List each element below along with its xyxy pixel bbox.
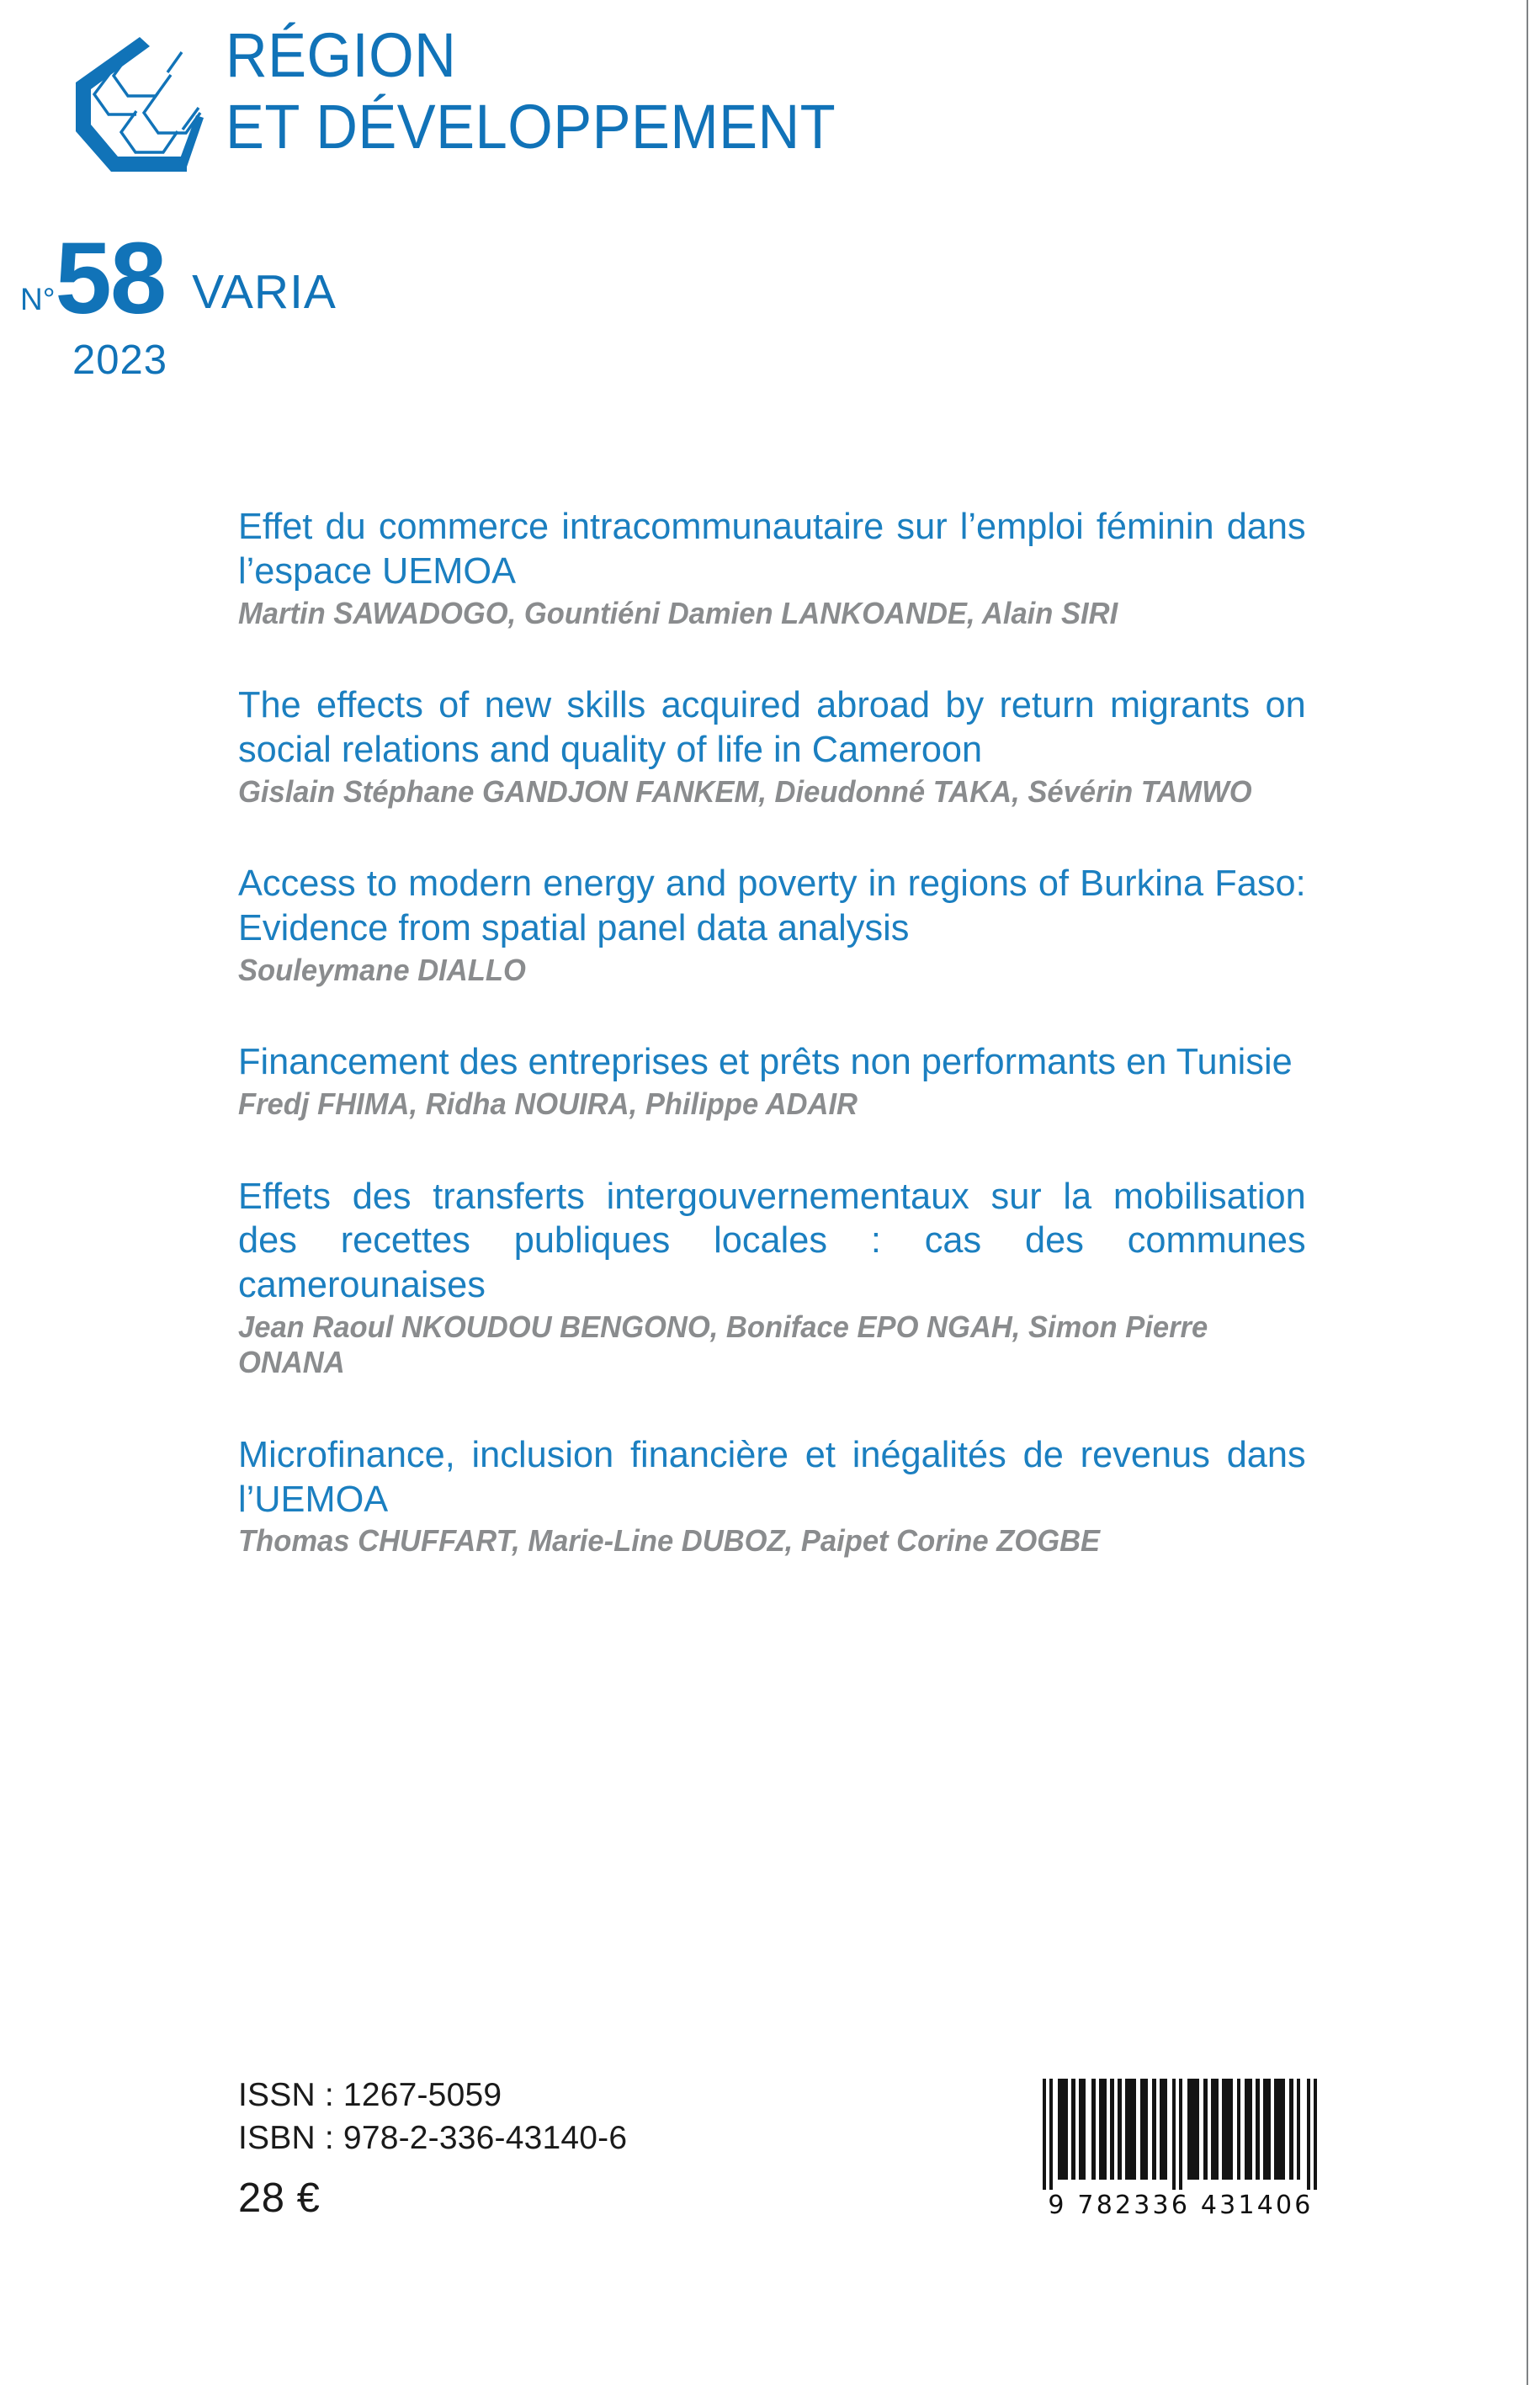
- article-authors: Fredj FHIMA, Ridha NOUIRA, Philippe ADAIR: [238, 1086, 858, 1122]
- article-title: Effets des transferts intergouvernementaux sur la mobilisation des recettes publiques locales : cas des communes camerounaises: [238, 1175, 1306, 1306]
- cover-footer: [238, 2074, 1324, 2222]
- price-label: 28 €: [238, 2175, 321, 2222]
- journal-masthead: [59, 20, 882, 187]
- article-authors: Martin SAWADOGO, Gountiéni Damien LANKOANDE, Alain SIRI: [238, 595, 1118, 630]
- article-title: Access to modern energy and poverty in regions of Burkina Faso: Evidence from spatial panel data analysis: [238, 863, 1306, 948]
- article-title: The effects of new skills acquired abroad by return migrants on social relations and quality of life in Cameroon: [238, 684, 1306, 770]
- barcode-bars: [1038, 2079, 1324, 2190]
- issue-block: [20, 220, 337, 421]
- article-entry: [238, 1040, 1322, 1122]
- barcode-digits: 9 782336 431406: [1048, 2191, 1314, 2221]
- article-authors: Gislain Stéphane GANDJON FANKEM, Dieudonné TAKA, Sévérin TAMWO: [238, 773, 1252, 809]
- hexagon-honeycomb-logo: [59, 30, 207, 187]
- article-title: Effet du commerce intracommunautaire sur l’emploi féminin dans l’espace UEMOA: [238, 506, 1306, 592]
- issue-year: 2023: [72, 337, 168, 383]
- article-title: Microfinance, inclusion financière et inégalités de revenus dans l’UEMOA: [238, 1433, 1306, 1520]
- article-entry: [238, 505, 1322, 631]
- issue-number-prefix: N°: [20, 282, 56, 316]
- journal-title-line-2: ET DÉVELOPPEMENT: [226, 91, 836, 162]
- isbn-line: ISBN : 978-2-336-43140-6: [238, 2119, 628, 2156]
- identifier-block: [238, 2074, 627, 2222]
- ean13-barcode: [1038, 2079, 1324, 2220]
- article-title: Financement des entreprises et prêts non performants en Tunisie: [238, 1041, 1293, 1083]
- article-entry: [238, 1433, 1322, 1559]
- article-authors: Souleymane DIALLO: [238, 952, 526, 987]
- article-authors: Thomas CHUFFART, Marie-Line DUBOZ, Paipet Corine ZOGBE: [238, 1523, 1101, 1559]
- right-margin: [1528, 0, 1540, 2385]
- article-list: [238, 505, 1322, 1612]
- article-authors: Jean Raoul NKOUDOU BENGONO, Boniface EPO NGAH, Simon Pierre ONANA: [238, 1309, 1208, 1380]
- article-entry: [238, 862, 1322, 988]
- article-entry: [238, 1175, 1322, 1381]
- journal-title-line-1: RÉGION: [226, 20, 457, 90]
- issn-line: ISSN : 1267-5059: [238, 2077, 502, 2113]
- issue-section-label: VARIA: [192, 265, 337, 319]
- journal-wordmark: [226, 20, 882, 162]
- issue-row: [20, 220, 337, 335]
- article-entry: [238, 683, 1322, 810]
- issue-number: 58: [55, 220, 166, 335]
